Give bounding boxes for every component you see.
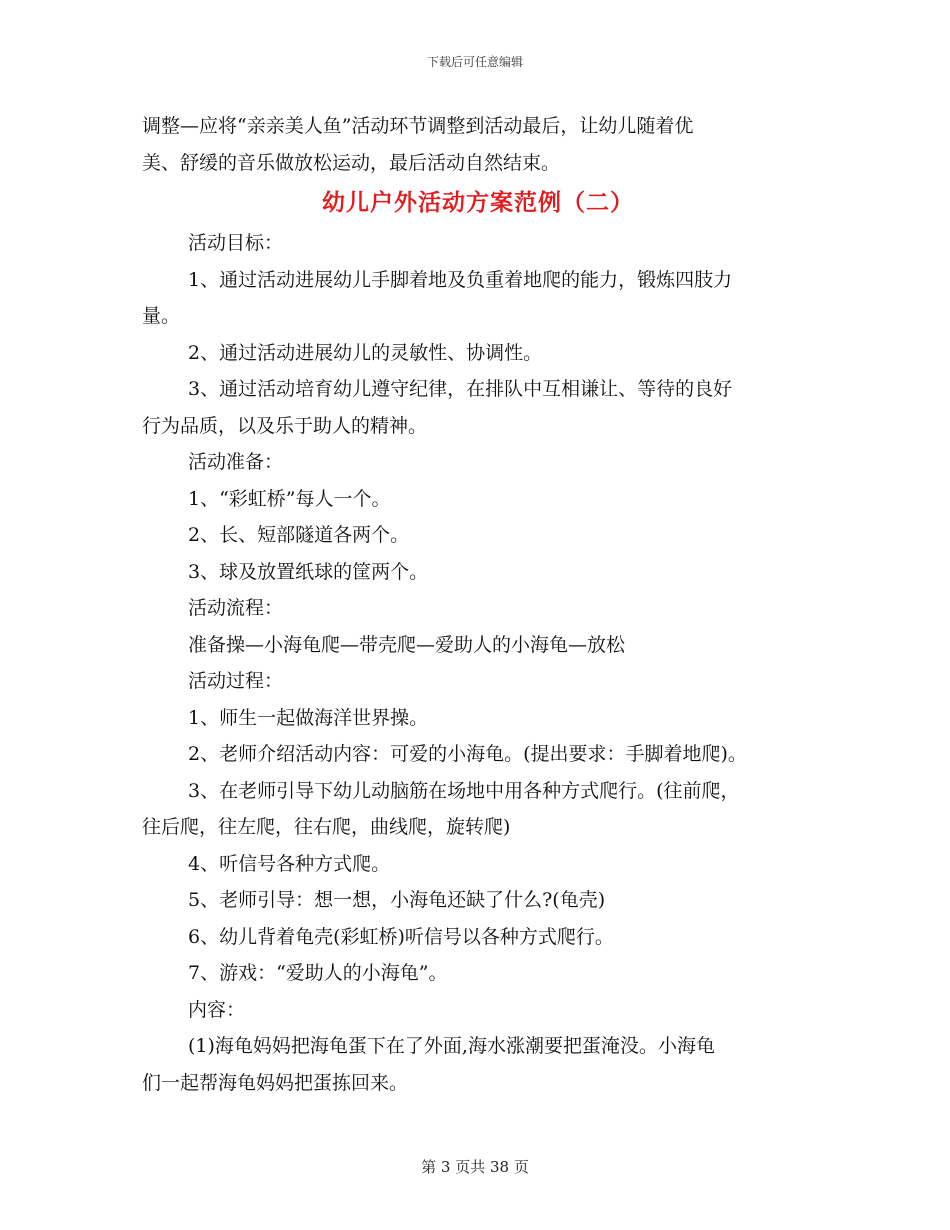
process-item-4: 4、听信号各种方式爬。 bbox=[188, 852, 391, 875]
prep-heading: 活动准备： bbox=[188, 451, 284, 473]
content-item-1-line-1: (1)海龟妈妈把海龟蛋下在了外面,海水涨潮要把蛋淹没。小海龟 bbox=[188, 1035, 715, 1057]
page-header: 下载后可任意编辑 bbox=[426, 55, 523, 69]
document-body bbox=[142, 108, 814, 1101]
process-item-5: 5、老师引导：想一想，小海龟还缺了什么?(龟壳) bbox=[188, 889, 606, 911]
prep-item-1: 1、“彩虹桥”每人一个。 bbox=[188, 487, 391, 510]
process-item-6: 6、幼儿背着龟壳(彩虹桥)听信号以各种方式爬行。 bbox=[188, 925, 614, 948]
prep-item-2: 2、长、短部隧道各两个。 bbox=[188, 524, 410, 546]
flow-heading: 活动流程： bbox=[188, 597, 284, 619]
goals-item-3-line-2: 行为品质，以及乐于助人的精神。 bbox=[142, 414, 428, 437]
process-item-3-line-2: 往后爬，往左爬，往右爬，曲线爬，旋转爬) bbox=[142, 816, 511, 838]
prep-item-3: 3、球及放置纸球的筐两个。 bbox=[188, 560, 429, 583]
content-item-1-line-2: 们一起帮海龟妈妈把蛋拣回来。 bbox=[142, 1071, 409, 1094]
goals-item-1-line-2: 量。 bbox=[142, 305, 181, 327]
intro-line-1: 调整—应将“亲亲美人鱼”活动环节调整到活动最后，让幼儿随着优 bbox=[142, 115, 694, 137]
flow-text: 准备操—小海龟爬—带壳爬—爱助人的小海龟—放松 bbox=[188, 633, 626, 656]
page-footer: 第 3 页共 38 页 bbox=[421, 1158, 529, 1176]
process-item-3-line-1: 3、在老师引导下幼儿动脑筋在场地中用各种方式爬行。(往前爬， bbox=[188, 779, 740, 802]
goals-item-2: 2、通过活动进展幼儿的灵敏性、协调性。 bbox=[188, 341, 543, 364]
section-title: 幼儿户外活动方案范例（二） bbox=[322, 189, 634, 216]
process-item-7: 7、游戏：“爱助人的小海龟”。 bbox=[188, 962, 448, 984]
goals-heading: 活动目标： bbox=[188, 232, 284, 254]
goals-item-1-line-1: 1、通过活动进展幼儿手脚着地及负重着地爬的能力，锻炼四肢力 bbox=[188, 268, 733, 291]
goals-item-3-line-1: 3、通过活动培育幼儿遵守纪律，在排队中互相谦让、等待的良好 bbox=[188, 378, 733, 400]
intro-line-2: 美、舒缓的音乐做放松运动，最后活动自然结束。 bbox=[142, 151, 561, 174]
content-heading: 内容： bbox=[188, 998, 246, 1021]
process-heading: 活动过程： bbox=[188, 670, 284, 692]
process-item-2: 2、老师介绍活动内容：可爱的小海龟。(提出要求：手脚着地爬)。 bbox=[188, 743, 747, 765]
process-item-1: 1、师生一起做海洋世界操。 bbox=[188, 706, 429, 729]
